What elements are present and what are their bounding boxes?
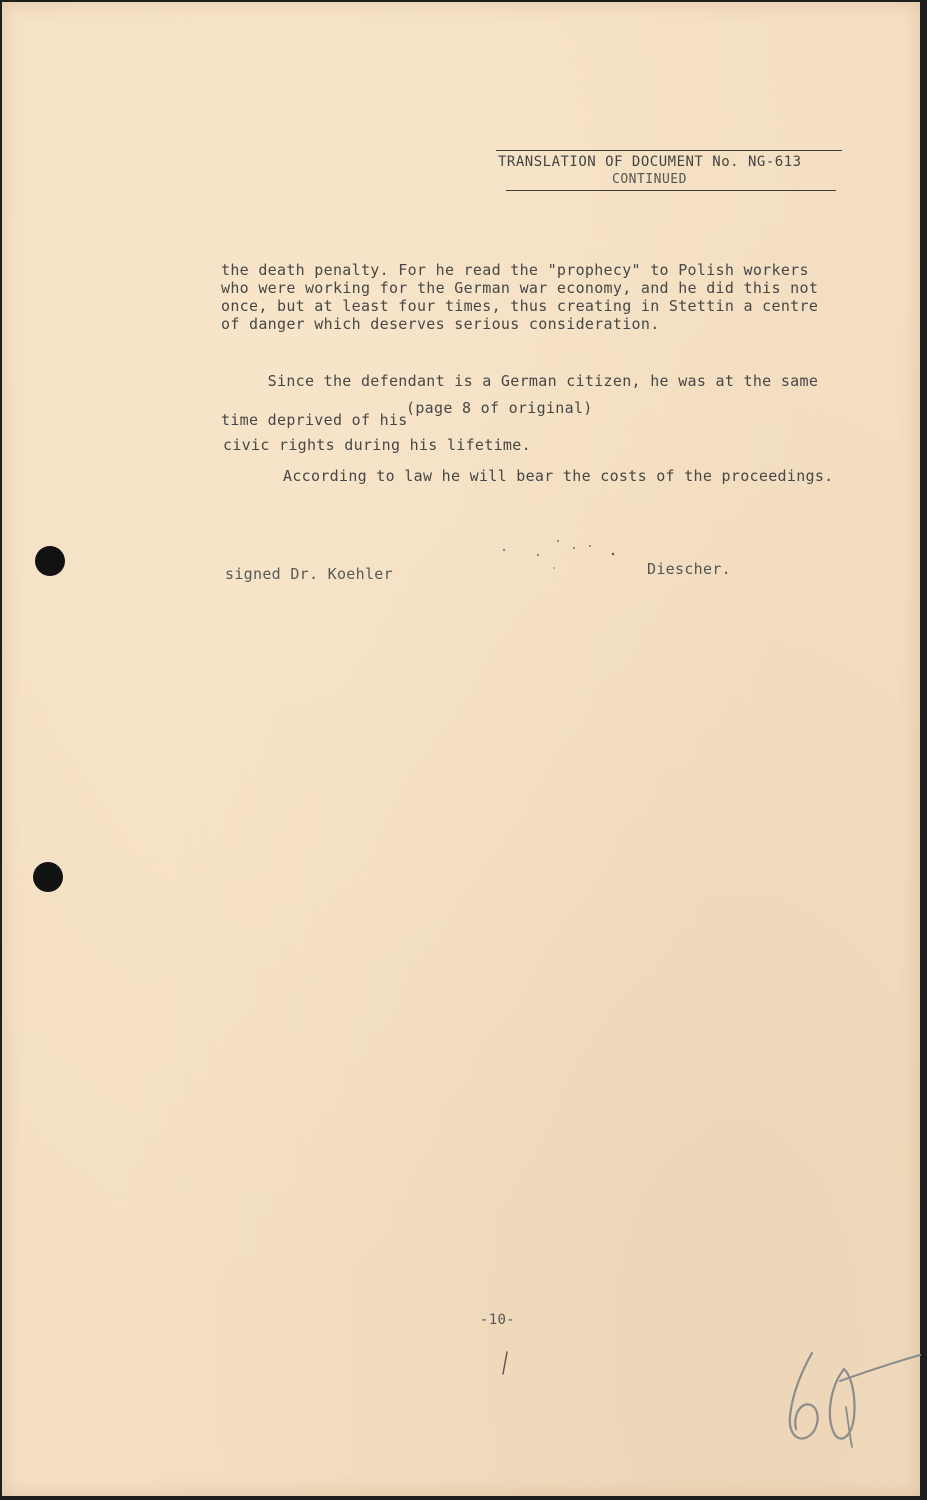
paragraph-line: once, but at least four times, thus creating in Stettin a centre bbox=[221, 297, 819, 315]
signature-right: Diescher. bbox=[647, 560, 731, 578]
civic-rights-line: civic rights during his lifetime. bbox=[223, 436, 531, 454]
paragraph-line: time deprived of his bbox=[221, 411, 408, 429]
document-page bbox=[2, 2, 920, 1496]
costs-line: According to law he will bear the costs of the proceedings. bbox=[283, 467, 834, 485]
paragraph-line: Since the defendant is a German citizen, he was at the same bbox=[221, 372, 819, 390]
punch-hole-upper bbox=[35, 546, 65, 576]
signature-left: signed Dr. Koehler bbox=[225, 565, 393, 583]
punch-hole-lower bbox=[33, 862, 63, 892]
handwritten-page-number bbox=[782, 1347, 927, 1452]
paragraph-line: of danger which deserves serious consideration. bbox=[221, 315, 660, 333]
page-reference: (page 8 of original) bbox=[406, 399, 593, 417]
paragraph-line: the death penalty. For he read the "prophecy" to Polish workers bbox=[221, 261, 809, 279]
pencil-tick-mark bbox=[495, 1349, 515, 1379]
page-number: -10- bbox=[480, 1312, 515, 1328]
paragraph-line: who were working for the German war economy, and he did this not bbox=[221, 279, 819, 297]
ink-specks bbox=[502, 537, 622, 577]
header-subtitle: CONTINUED bbox=[612, 172, 687, 187]
paragraph-death-penalty bbox=[221, 261, 818, 333]
header-top-rule bbox=[496, 150, 842, 151]
header-title: TRANSLATION OF DOCUMENT No. NG-613 bbox=[498, 154, 802, 170]
header-bottom-rule bbox=[506, 190, 836, 191]
